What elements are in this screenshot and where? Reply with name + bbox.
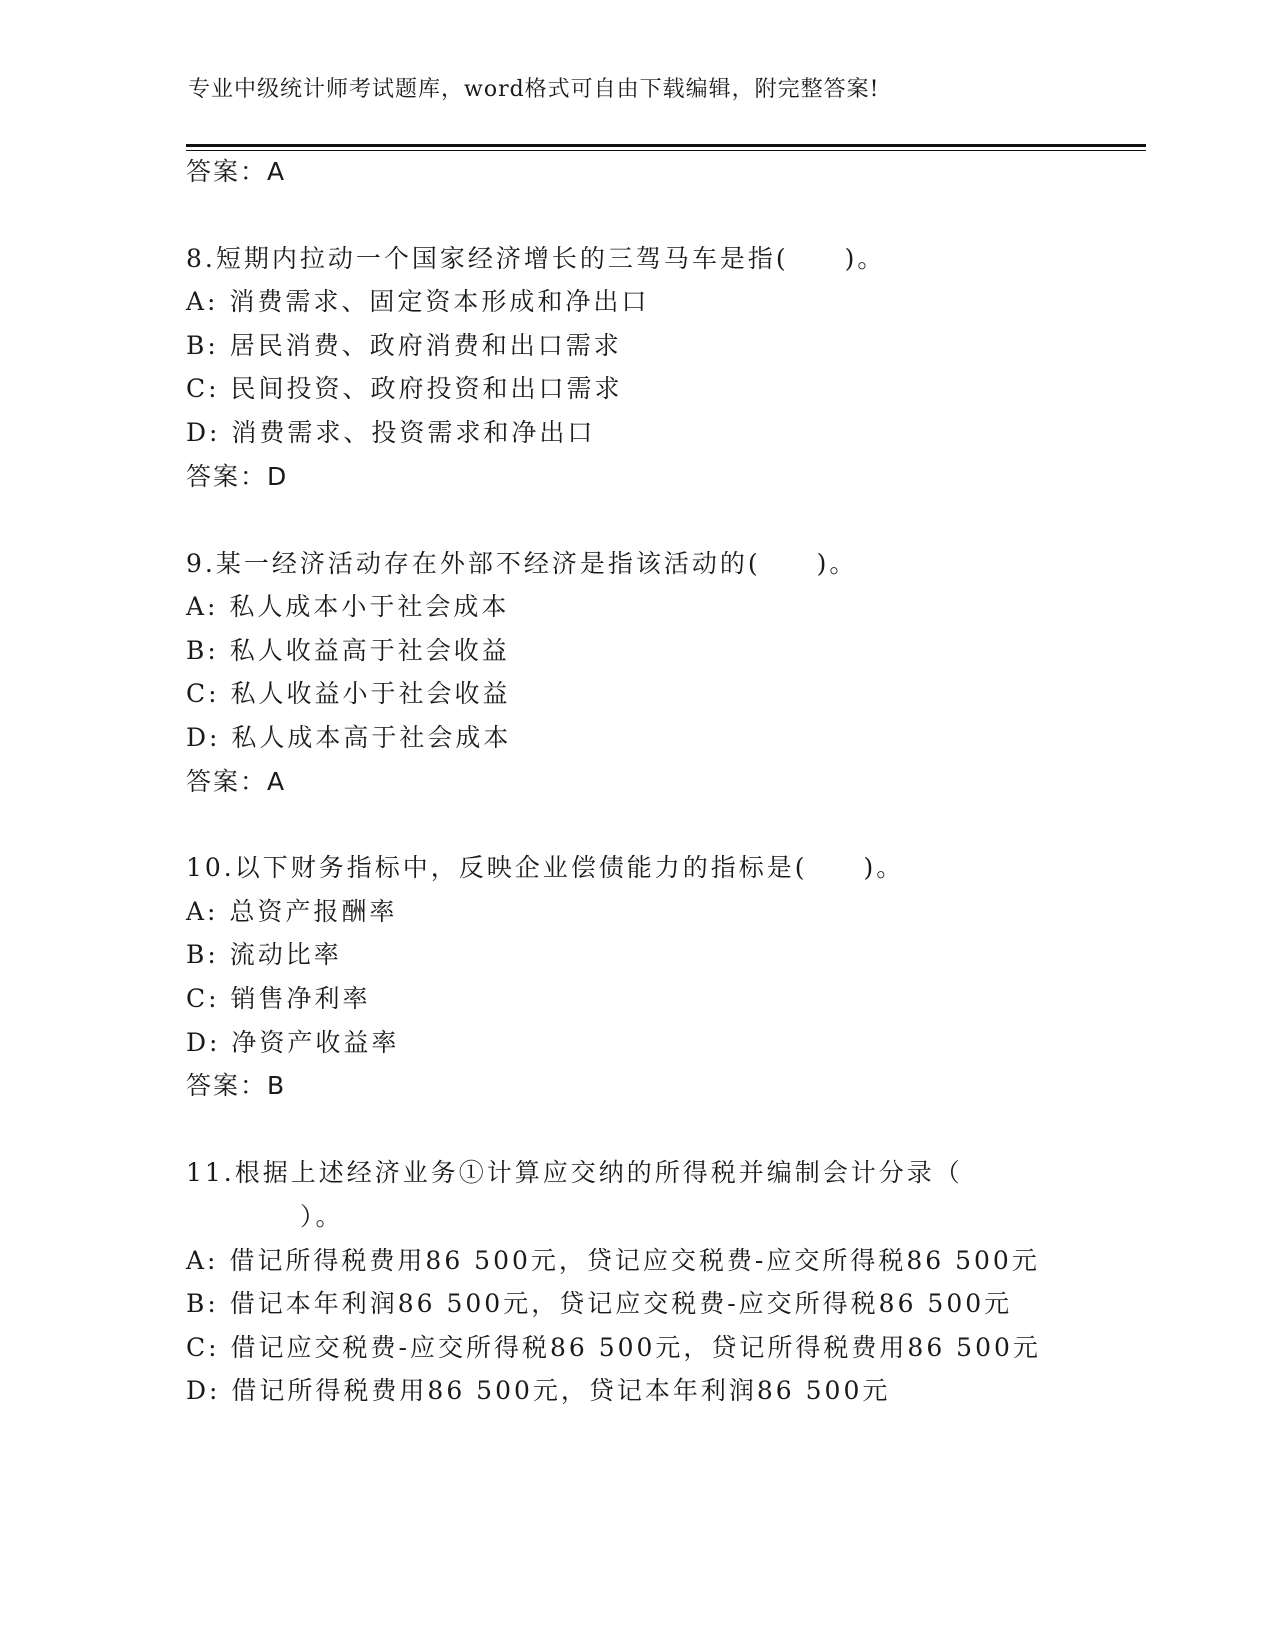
option-d: D: 私人成本高于社会成本	[186, 723, 512, 752]
option-c: C: 借记应交税费-应交所得税86 500元，贷记所得税费用86 500元	[186, 1333, 1041, 1362]
option-a: A: 借记所得税费用86 500元，贷记应交税费-应交所得税86 500元	[186, 1246, 1040, 1275]
option-b: B: 居民消费、政府消费和出口需求	[186, 331, 622, 360]
header-rule-thin	[186, 150, 1146, 151]
option-c: C: 民间投资、政府投资和出口需求	[186, 374, 623, 403]
option-d: D: 借记所得税费用86 500元，贷记本年利润86 500元	[186, 1376, 891, 1405]
option-a: A: 私人成本小于社会成本	[186, 592, 510, 621]
previous-answer: 答案：A	[186, 157, 287, 186]
option-a: A: 总资产报酬率	[186, 897, 398, 926]
option-b: B: 流动比率	[186, 940, 342, 969]
option-b: B: 私人收益高于社会收益	[186, 636, 510, 665]
option-c: C: 销售净利率	[186, 984, 371, 1013]
question-stem: 11.根据上述经济业务①计算应交纳的所得税并编制会计分录（	[186, 1158, 963, 1187]
option-d: D: 净资产收益率	[186, 1028, 400, 1057]
option-c: C: 私人收益小于社会收益	[186, 679, 511, 708]
question-stem: 9.某一经济活动存在外部不经济是指该活动的( )。	[186, 549, 858, 578]
option-b: B: 借记本年利润86 500元，贷记应交税费-应交所得税86 500元	[186, 1289, 1013, 1318]
question-stem-continuation: ）。	[300, 1202, 344, 1231]
answer: 答案：B	[186, 1071, 287, 1100]
answer: 答案：A	[186, 767, 287, 796]
question-stem: 8.短期内拉动一个国家经济增长的三驾马车是指( )。	[186, 244, 886, 273]
answer: 答案：D	[186, 462, 289, 491]
option-d: D: 消费需求、投资需求和净出口	[186, 418, 596, 447]
header-rule-thick	[186, 144, 1146, 147]
header-text: 专业中级统计师考试题库，word格式可自由下载编辑，附完整答案!	[188, 77, 880, 102]
question-stem: 10.以下财务指标中，反映企业偿债能力的指标是( )。	[186, 853, 905, 882]
option-a: A: 消费需求、固定资本形成和净出口	[186, 287, 650, 316]
